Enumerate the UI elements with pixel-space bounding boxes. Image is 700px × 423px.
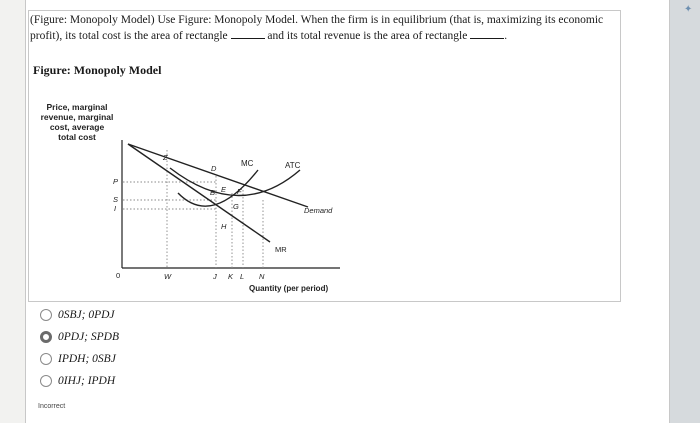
radio-button[interactable] bbox=[40, 375, 52, 387]
option-label: 0SBJ; 0PDJ bbox=[58, 309, 115, 321]
x-tick-n: N bbox=[259, 272, 265, 281]
y-label-line: revenue, marginal bbox=[40, 112, 114, 122]
point-z-label: Z bbox=[163, 153, 168, 162]
x-tick-l: L bbox=[240, 272, 245, 281]
atc-label: ATC bbox=[285, 161, 301, 170]
x-axis-label: Quantity (per period) bbox=[249, 284, 329, 293]
x-tick-k: K bbox=[228, 272, 234, 281]
scroll-indicator-icon: ✦ bbox=[684, 4, 693, 15]
point-h-label: H bbox=[221, 222, 227, 231]
option-label: 0IHJ; IPDH bbox=[58, 375, 116, 387]
answer-options bbox=[40, 304, 119, 392]
radio-button-selected[interactable] bbox=[40, 331, 52, 343]
result-status: Incorrect bbox=[38, 403, 66, 410]
radio-button[interactable] bbox=[40, 309, 52, 321]
question-part-1: (Figure: Monopoly Model) Use Figure: Monopoly Model. When the firm is in equilibrium (that is, maximizing its economic profit), its total cost is the area of rectangle bbox=[30, 14, 604, 42]
answer-option-b[interactable] bbox=[40, 326, 119, 348]
y-tick-i: I bbox=[114, 204, 117, 213]
question-part-3: . bbox=[504, 30, 508, 42]
y-label-line: Price, marginal bbox=[46, 102, 108, 112]
mc-label: MC bbox=[241, 159, 254, 168]
mr-label: MR bbox=[275, 245, 287, 254]
demand-curve bbox=[128, 144, 308, 207]
y-tick-p: P bbox=[113, 177, 119, 186]
origin-label: 0 bbox=[116, 271, 121, 280]
y-label-line: total cost bbox=[58, 132, 96, 142]
radio-button[interactable] bbox=[40, 353, 52, 365]
point-d-label: D bbox=[211, 164, 217, 173]
figure-title: Figure: Monopoly Model bbox=[33, 63, 162, 77]
answer-option-a[interactable] bbox=[40, 304, 119, 326]
answer-option-d[interactable] bbox=[40, 370, 119, 392]
question-part-2: and its total revenue is the area of rectangle bbox=[267, 30, 468, 42]
y-tick-s: S bbox=[113, 195, 119, 204]
point-e-label: E bbox=[221, 185, 227, 194]
option-label: 0PDJ; SPDB bbox=[58, 331, 119, 343]
point-f-label: F bbox=[237, 187, 242, 196]
demand-label: Demand bbox=[304, 206, 333, 215]
x-tick-w: W bbox=[164, 272, 172, 281]
option-label: IPDH; 0SBJ bbox=[58, 353, 116, 365]
x-tick-j: J bbox=[213, 272, 217, 281]
point-g-label: G bbox=[233, 202, 239, 211]
point-b-label: B bbox=[210, 188, 216, 197]
answer-option-c[interactable] bbox=[40, 348, 119, 370]
y-label-line: cost, average bbox=[49, 122, 105, 132]
